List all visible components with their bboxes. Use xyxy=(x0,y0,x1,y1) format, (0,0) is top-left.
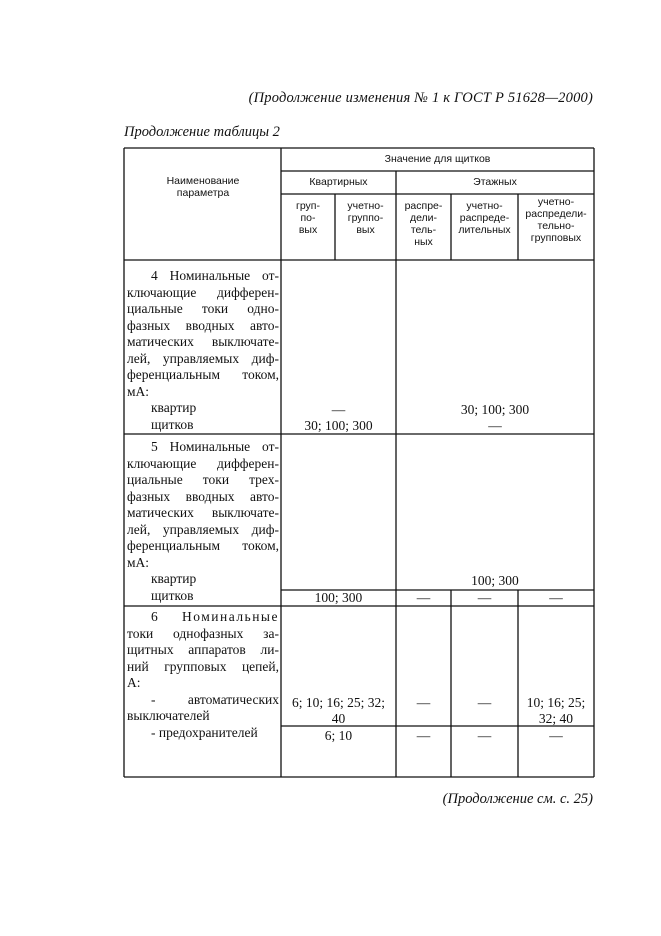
row-4-param: 4 Номинальные от- ключающие дифферен- циальные токи одно- фазных вводных авто- матических выключате- лей, управляемых диф- ференциальным током, мА: квартир щитков xyxy=(127,268,279,432)
row-4-apartment-value-2: 30; 100; 300 xyxy=(304,418,373,433)
row-4-floor-value-2: — xyxy=(488,418,502,433)
table-caption: Продолжение таблицы 2 xyxy=(124,124,280,140)
row-6-fuses-apartment: 6; 10 xyxy=(324,728,353,743)
row-5-distribution-value: — xyxy=(416,590,431,605)
page-footer: (Продолжение см. с. 25) xyxy=(442,791,593,807)
row-6-breakers-metering-distribution-grouped: 10; 16; 25; 32; 40 xyxy=(526,695,586,726)
subheader-metering-grouped: учетно- группо- вых xyxy=(347,200,384,236)
row-6-param: 6 Номинальные токи однофазных за- щитных аппаратов ли- ний групповых цепей, А: - автоматических выключателей - предохранителей xyxy=(127,609,279,740)
row-6-breakers-distribution: — xyxy=(416,695,431,710)
row-5-apartment-value: 100; 300 xyxy=(314,590,363,605)
row-6-breakers-apartment: 6; 10; 16; 25; 32; 40 xyxy=(291,695,385,726)
page-header: (Продолжение изменения № 1 к ГОСТ Р 51628—2000) xyxy=(248,90,593,106)
floor-group-header: Этажных xyxy=(473,176,517,188)
row-6-fuses-metering-distribution-grouped: — xyxy=(549,728,563,743)
apartment-group-header: Квартирных xyxy=(309,176,368,188)
row-6-fuses-metering-distribution: — xyxy=(477,728,492,743)
row-4-floor-value-1: 30; 100; 300 xyxy=(460,402,530,417)
subheader-metering-distribution: учетно- распреде- лительных xyxy=(458,200,511,236)
row-5-floor-value: 100; 300 xyxy=(471,573,519,588)
row-6-breakers-metering-distribution: — xyxy=(477,695,492,710)
parameters-table xyxy=(123,147,595,778)
subheader-grouped: груп- по- вых xyxy=(296,200,320,236)
row-5-metering-distribution-value: — xyxy=(477,590,492,605)
row-6-fuses-distribution: — xyxy=(416,728,431,743)
values-header: Значение для щитков xyxy=(384,153,491,165)
param-column-header: Наименование параметра xyxy=(166,175,240,199)
subheader-distribution: распре- дели- тель- ных xyxy=(404,200,443,248)
row-5-metering-distribution-grouped-value: — xyxy=(549,590,563,605)
row-5-param: 5 Номинальные от- ключающие дифферен- циальные токи трех- фазных вводных авто- матических выключате- лей, управляемых диф- ференциальным током, мА: квартир щитков xyxy=(127,439,279,603)
row-4-apartment-value-1: — xyxy=(331,402,346,417)
subheader-metering-distribution-grouped: учетно- распредели- тельно- групповых xyxy=(525,196,587,244)
